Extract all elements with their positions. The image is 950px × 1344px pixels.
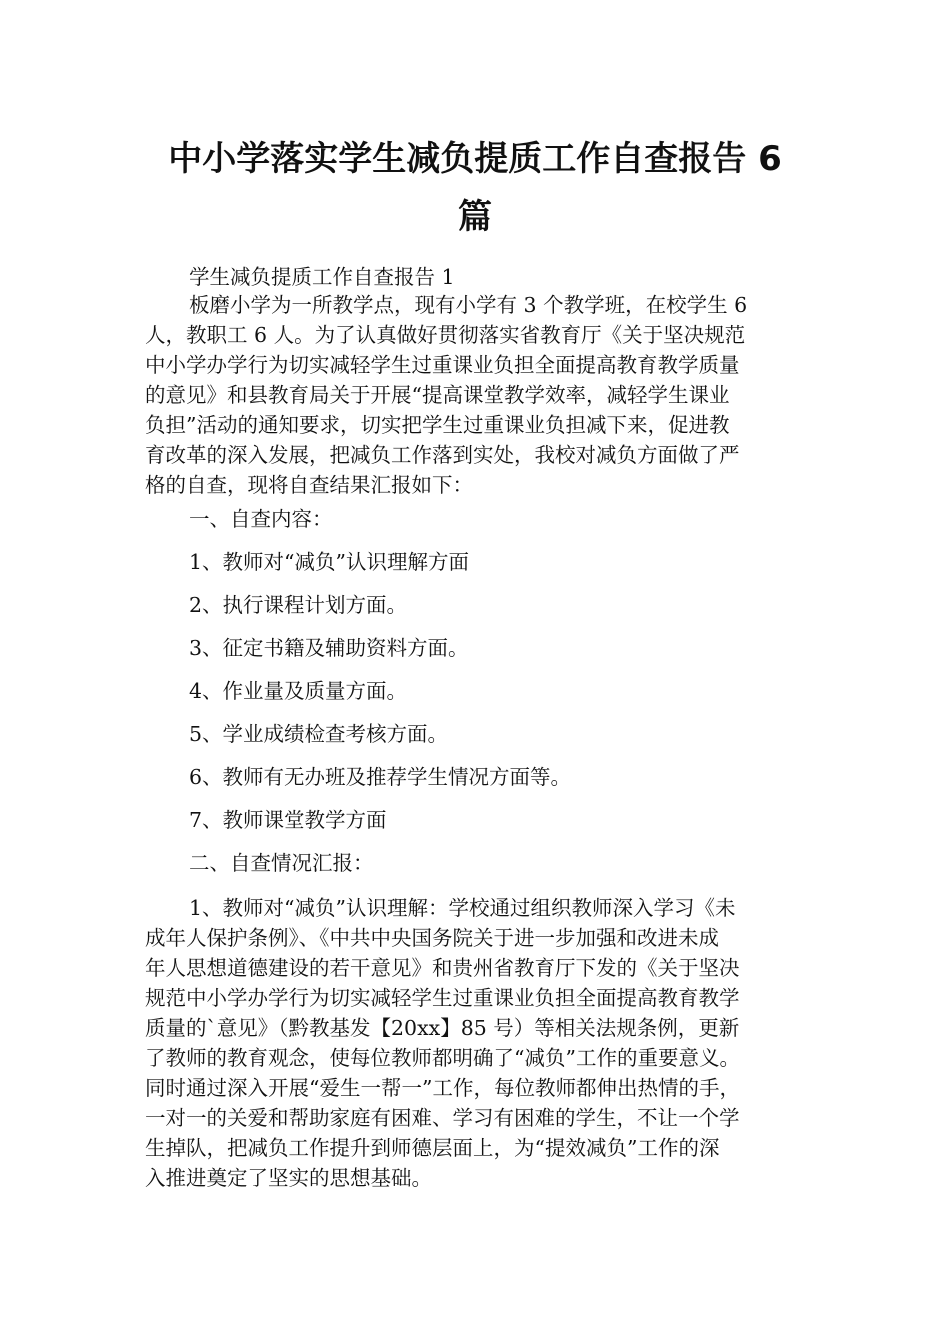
intro-line: 人，教职工 6 人。为了认真做好贯彻落实省教育厅《关于坚决规范 bbox=[145, 323, 746, 347]
section-2-line: 1、教师对“减负”认识理解：学校通过组织教师深入学习《未 bbox=[189, 896, 736, 920]
intro-paragraph bbox=[145, 290, 805, 500]
section-1-item: 1、教师对“减负”认识理解方面 bbox=[189, 550, 470, 574]
title-line-2: 篇 bbox=[458, 197, 492, 237]
section-2-line: 年人思想道德建设的若干意见》和贵州省教育厅下发的《关于坚决 bbox=[145, 956, 740, 980]
section-2-line: 规范中小学办学行为切实减轻学生过重课业负担全面提高教育教学 bbox=[145, 986, 740, 1010]
section-2-line: 入推进奠定了坚实的思想基础。 bbox=[145, 1166, 432, 1190]
intro-line: 中小学办学行为切实减轻学生过重课业负担全面提高教育教学质量 bbox=[145, 353, 740, 377]
title-line-1: 中小学落实学生减负提质工作自查报告 6 bbox=[168, 139, 782, 179]
section-2-line: 了教师的教育观念，使每位教师都明确了“减负”工作的重要意义。 bbox=[145, 1046, 740, 1070]
section-1-item: 3、征定书籍及辅助资料方面。 bbox=[189, 636, 469, 660]
section-1-item: 6、教师有无办班及推荐学生情况方面等。 bbox=[189, 765, 572, 789]
section-2-line: 生掉队，把减负工作提升到师德层面上，为“提效减负”工作的深 bbox=[145, 1136, 720, 1160]
section-1-item: 7、教师课堂教学方面 bbox=[189, 808, 387, 832]
subheading bbox=[145, 262, 805, 292]
section-2-line: 成年人保护条例》、《中共中央国务院关于进一步加强和改进未成 bbox=[145, 926, 719, 950]
subheading-text: 学生减负提质工作自查报告 1 bbox=[189, 265, 455, 289]
section-1-heading: 一、自查内容： bbox=[189, 507, 333, 531]
section-1-item: 4、作业量及质量方面。 bbox=[189, 679, 408, 703]
intro-line: 格的自查，现将自查结果汇报如下： bbox=[145, 473, 473, 497]
intro-line: 的意见》和县教育局关于开展“提高课堂教学效率，减轻学生课业 bbox=[145, 383, 730, 407]
section-2-paragraph bbox=[145, 893, 805, 1193]
intro-line: 育改革的深入发展，把减负工作落到实处，我校对减负方面做了严 bbox=[145, 443, 740, 467]
section-1-item: 2、执行课程计划方面。 bbox=[189, 593, 408, 617]
document-title bbox=[145, 130, 805, 246]
intro-line: 负担”活动的通知要求，切实把学生过重课业负担减下来，促进教 bbox=[145, 413, 730, 437]
intro-line: 板磨小学为一所教学点，现有小学有 3 个教学班，在校学生 6 bbox=[189, 293, 748, 317]
section-1-item: 5、学业成绩检查考核方面。 bbox=[189, 722, 449, 746]
section-2-line: 同时通过深入开展“爱生一帮一”工作，每位教师都伸出热情的手， bbox=[145, 1076, 740, 1100]
section-2-line: 一对一的关爱和帮助家庭有困难、学习有困难的学生，不让一个学 bbox=[145, 1106, 740, 1130]
section-2-heading: 二、自查情况汇报： bbox=[189, 851, 374, 875]
section-2-line: 质量的`意见》（黔教基发【20xx】85 号）等相关法规条例，更新 bbox=[145, 1016, 740, 1040]
